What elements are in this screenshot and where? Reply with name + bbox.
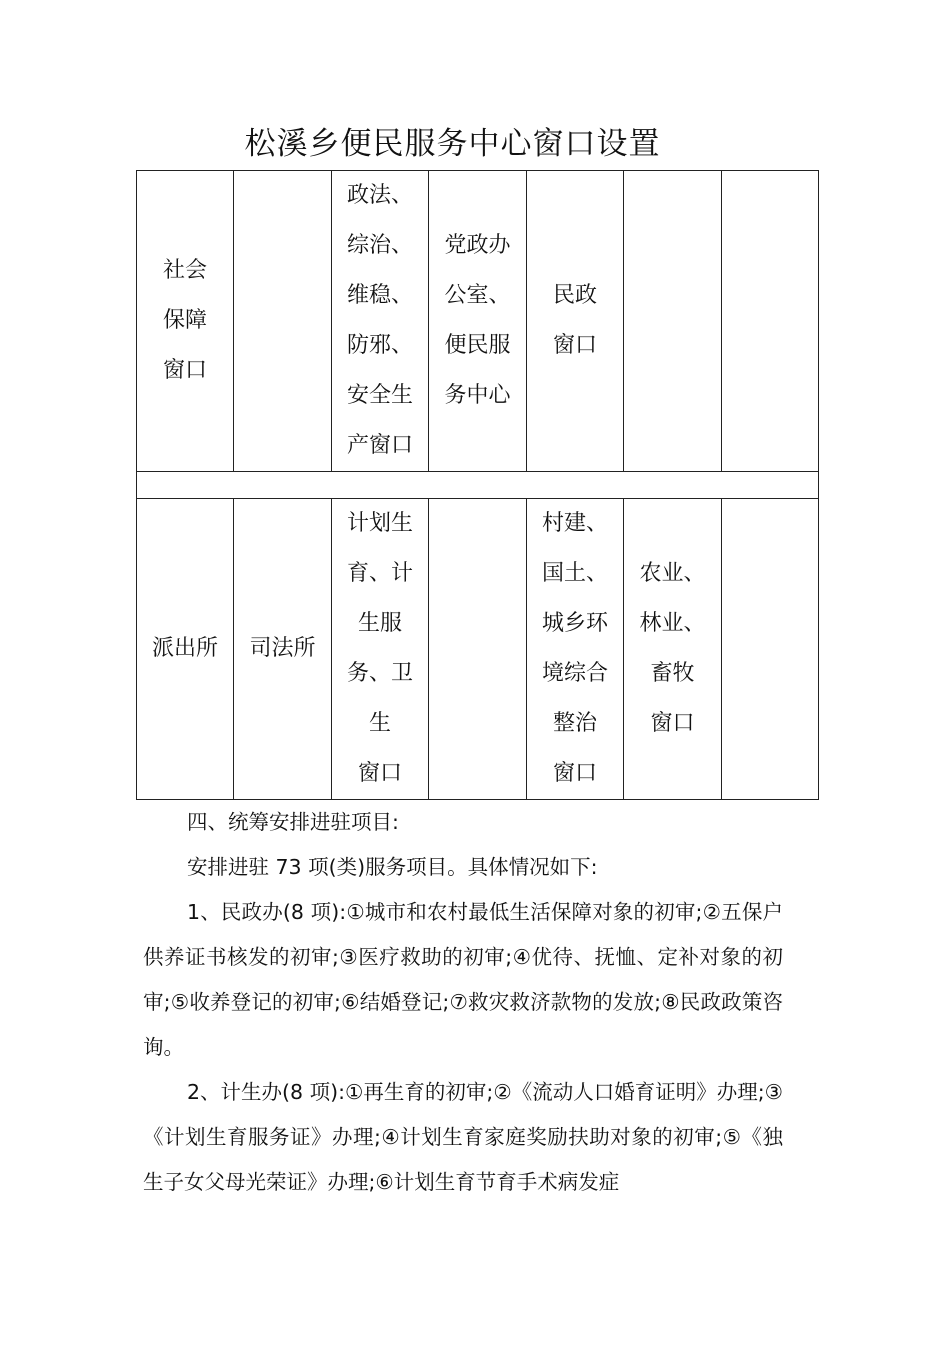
cell-text-line: 维稳、 xyxy=(346,283,413,308)
table-cell xyxy=(332,499,429,800)
cell-text-line: 窗口 xyxy=(357,761,402,786)
table-cell xyxy=(624,499,722,800)
table-cell xyxy=(624,171,722,472)
window-layout-table xyxy=(136,170,819,800)
table-row-spacer xyxy=(137,472,819,499)
table-cell xyxy=(429,499,527,800)
table-cell xyxy=(429,171,527,472)
page-title: 松溪乡便民服务中心窗口设置 xyxy=(244,126,661,162)
cell-text-line: 畜牧 xyxy=(650,661,695,686)
cell-text-line: 窗口 xyxy=(552,333,597,358)
cell-text-line: 派出所 xyxy=(151,636,218,661)
cell-text-line: 务中心 xyxy=(444,383,511,408)
paragraph: 2、计生办(8 项):①再生育的初审;②《流动人口婚育证明》办理;③《计划生育服务证》办理;④计划生育家庭奖励扶助对象的初审;⑤《独生子女父母光荣证》办理;⑥计划生育节育手术病发症 xyxy=(143,1080,783,1194)
cell-text-line: 村建、 xyxy=(541,511,608,536)
cell-text-line: 窗口 xyxy=(552,761,597,786)
cell-text-line: 农业、 xyxy=(639,561,706,586)
cell-text-line: 政法、 xyxy=(346,183,413,208)
cell-text-line: 育、计 xyxy=(346,561,413,586)
table-cell xyxy=(722,499,819,800)
body-text xyxy=(143,800,783,1205)
cell-text-line: 党政办 xyxy=(444,233,511,258)
cell-text-line: 生 xyxy=(368,711,391,736)
cell-text-line: 务、卫 xyxy=(346,661,413,686)
paragraph: 安排进驻 73 项(类)服务项目。具体情况如下: xyxy=(187,855,598,879)
table-spacer-cell xyxy=(137,472,819,499)
cell-text-line: 国土、 xyxy=(541,561,608,586)
cell-text-line: 窗口 xyxy=(650,711,695,736)
cell-text-line: 窗口 xyxy=(162,358,207,383)
table-cell xyxy=(722,171,819,472)
cell-text-line: 保障 xyxy=(162,308,207,333)
cell-text-line: 公室、 xyxy=(444,283,511,308)
cell-text-line: 城乡环 xyxy=(541,611,608,636)
cell-text-line: 生服 xyxy=(357,611,402,636)
table-cell xyxy=(137,499,234,800)
table-cell xyxy=(234,171,332,472)
paragraph: 1、民政办(8 项):①城市和农村最低生活保障对象的初审;②五保户供养证书核发的初审;③医疗救助的初审;④优待、抚恤、定补对象的初审;⑤收养登记的初审;⑥结婚登记;⑦救灾救济款物的发放;⑧民政政策咨询。 xyxy=(143,900,783,1059)
section-heading: 四、统筹安排进驻项目: xyxy=(187,810,399,834)
cell-text-line: 便民服 xyxy=(444,333,511,358)
table-cell xyxy=(527,499,624,800)
cell-text-line: 林业、 xyxy=(639,611,706,636)
cell-text-line: 安全生 xyxy=(346,383,413,408)
cell-text-line: 防邪、 xyxy=(346,333,413,358)
cell-text-line: 司法所 xyxy=(249,636,316,661)
table-row xyxy=(137,499,819,800)
cell-text-line: 社会 xyxy=(162,258,207,283)
cell-text-line: 境综合 xyxy=(541,661,608,686)
cell-text-line: 民政 xyxy=(552,283,597,308)
cell-text-line: 计划生 xyxy=(346,511,413,536)
table-cell xyxy=(527,171,624,472)
table-cell xyxy=(137,171,234,472)
table-cell xyxy=(234,499,332,800)
table-cell xyxy=(332,171,429,472)
cell-text-line: 综治、 xyxy=(346,233,413,258)
cell-text-line: 产窗口 xyxy=(346,433,413,458)
table-row xyxy=(137,171,819,472)
cell-text-line: 整治 xyxy=(552,711,597,736)
